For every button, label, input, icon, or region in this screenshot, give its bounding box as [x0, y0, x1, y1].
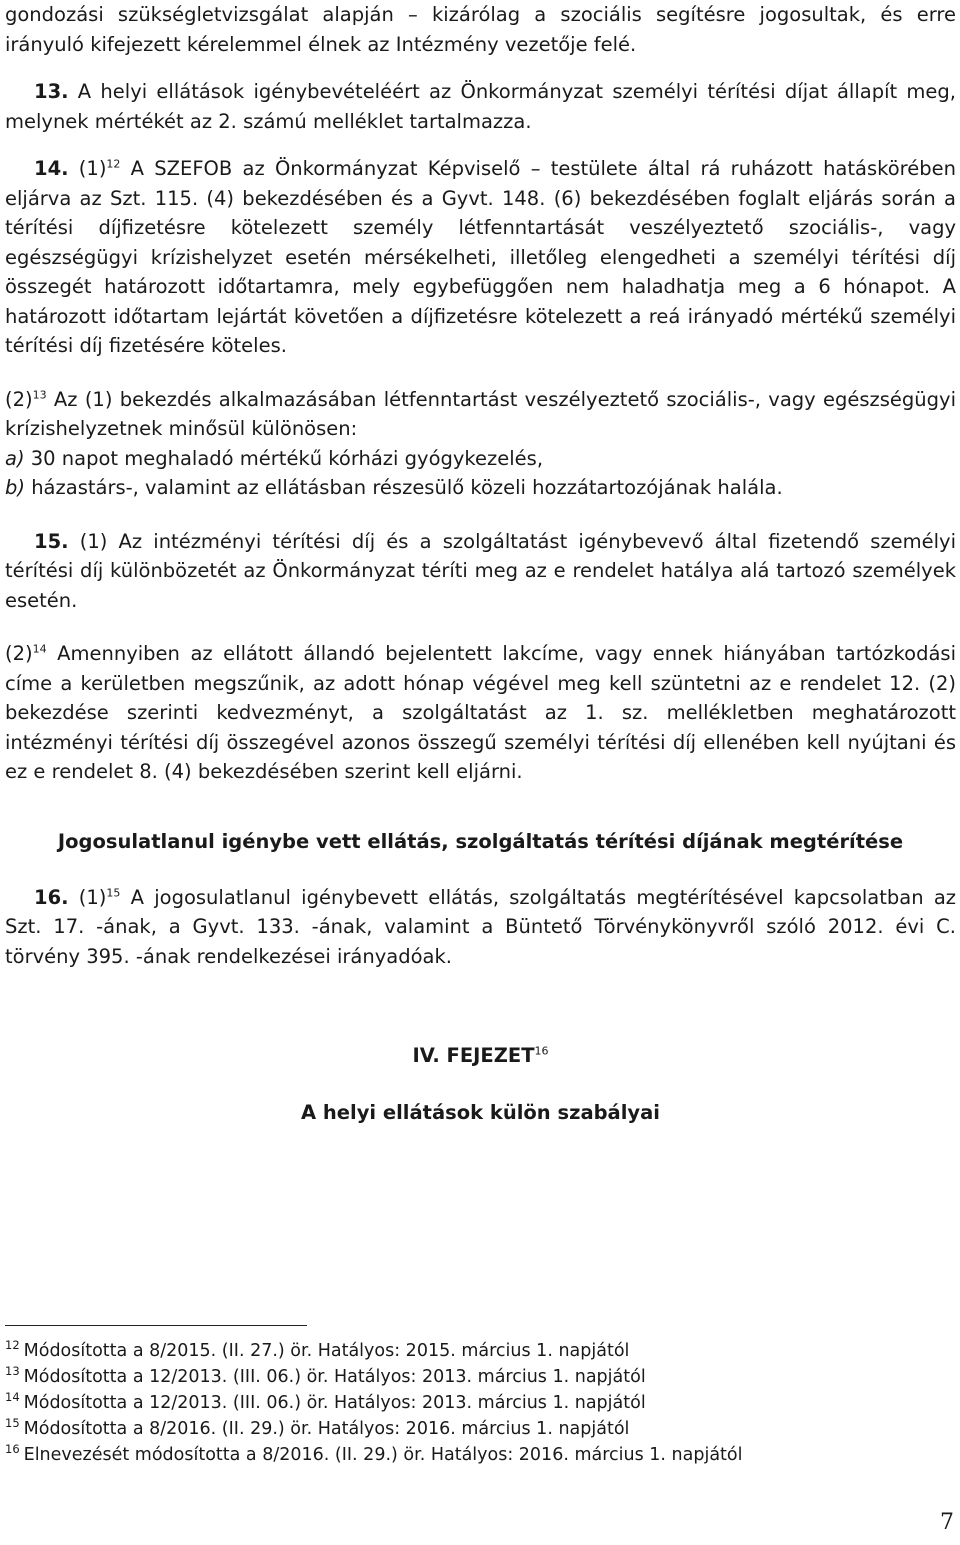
section-15-p2-text-a: Amennyiben az ellátott állandó bejelentett lakcíme, vagy ennek hiányában tartózkodási címe a kerületben megszűnik, az adott hónap végével meg kell szüntetni az e rendelet 12.	[5, 642, 956, 695]
section-15-p2-text-c: (4) bekezdésében szerint kell eljárni.	[164, 760, 523, 783]
footnote-15	[5, 1417, 629, 1441]
section-15-p2-text-b: (2) bekezdése szerinti kedvezményt, a szolgáltatást az 1. sz. mellékletben meghatározott intézményi térítési díj összegével azonos összegű személyi térítési díj ellenében kell nyújtani és ez e rendelet 8.	[5, 671, 956, 783]
list-label-b: b)	[5, 476, 25, 499]
section-15-number: 15.	[34, 529, 69, 553]
section-14-p2-text: Az (1) bekezdés alkalmazásában létfenntartást veszélyeztető szociális-, vagy egészségügyi krízishelyzetnek minősül különösen:	[5, 387, 956, 440]
list-item-b	[5, 473, 956, 503]
footnote-ref-12[interactable]: 12	[106, 157, 121, 171]
section-16-text-d: -ának rendelkezései irányadóak.	[135, 944, 452, 968]
footnote-text: Módosította a 12/2013. (III. 06.) ör. Hatályos: 2013. március 1. napjától	[23, 1393, 646, 1413]
footnote-text: Módosította a 8/2015. (II. 27.) ör. Hatályos: 2015. március 1. napjától	[23, 1341, 630, 1361]
chapter-title-text: IV. FEJEZET	[412, 1044, 535, 1067]
footnote-ref-15[interactable]: 15	[106, 886, 121, 899]
footnote-ref-14[interactable]: 14	[32, 642, 47, 656]
intro-paragraph: gondozási szükségletvizsgálat alapján – kizárólag a szociális segítésre jogosultak, és erre irányuló kifejezett kérelemmel élnek az Intézmény vezetője felé.	[5, 3, 956, 56]
footnote-14	[5, 1391, 646, 1415]
section-heading: Jogosulatlanul igénybe vett ellátás, szolgáltatás térítési díjának megtérítése	[57, 829, 904, 853]
footnote-number: 12	[5, 1338, 20, 1353]
footnote-number: 14	[5, 1390, 20, 1405]
section-14-number: 14.	[34, 157, 69, 180]
footnote-12	[5, 1339, 629, 1363]
subsection-label: (2)	[5, 387, 33, 411]
section-14-paragraph-1	[5, 154, 956, 361]
footnote-number: 15	[5, 1416, 20, 1431]
footnote-number: 16	[5, 1442, 20, 1457]
section-13-number: 13.	[34, 80, 69, 103]
document-page	[5, 0, 956, 1128]
chapter-title	[5, 1041, 956, 1071]
section-15-paragraph-1	[5, 527, 956, 616]
list-text-a: 30 napot meghaladó mértékű kórházi gyógykezelés,	[24, 446, 544, 470]
page-number: 7	[940, 1510, 954, 1535]
section-16	[5, 883, 956, 972]
section-14-text-c: (6) bekezdésében foglalt eljárás során a térítési díjfizetésre kötelezett személy létfenntartását veszélyeztető szociális-, vagy egészségügyi krízishelyzet esetén mérsékelheti, illetőleg elengedheti a személyi térítési díj összegét határozott időtartamra, mely egybefüggően nem haladhatja meg a 6 hónapot. A határozott időtartam lejártát követően a díjfizetésre kötelezett a reá irányadó mértékű személyi térítési díj fizetésére köteles.	[5, 186, 956, 357]
section-16-number: 16.	[34, 885, 69, 909]
footnote-ref-16[interactable]: 16	[534, 1044, 549, 1058]
section-15-text: (1) Az intézményi térítési díj és a szolgáltatást igénybevevő által fizetendő személyi térítési díj különbözetét az Önkormányzat téríti meg az e rendelet hatálya alá tartozó személyek esetén.	[5, 529, 956, 612]
footnote-separator	[5, 1325, 307, 1326]
section-14-paragraph-2	[5, 385, 956, 444]
footnote-ref-13[interactable]: 13	[32, 388, 47, 401]
section-15-paragraph-2	[5, 639, 956, 787]
subsection-label: (1)	[68, 885, 107, 909]
footnote-text: Elnevezését módosította a 8/2016. (II. 29.) ör. Hatályos: 2016. március 1. napjától	[23, 1445, 743, 1465]
list-text-b: házastárs-, valamint az ellátásban részesülő közeli hozzátartozójának halála.	[25, 476, 783, 499]
section-16-text-b: -ának, a Gyvt. 133.	[96, 915, 312, 938]
section-14-text-a: A SZEFOB az Önkormányzat Képviselő – testülete által rá ruházott hatáskörében eljárva az Szt. 115.	[5, 157, 956, 210]
section-16-text-a: A jogosulatlanul igénybevett ellátás, szolgáltatás megtérítésével kapcsolatban az Szt. 17.	[5, 885, 957, 938]
footnote-text: Módosította a 8/2016. (II. 29.) ör. Hatályos: 2016. március 1. napjától	[23, 1419, 630, 1439]
footnote-number: 13	[5, 1364, 20, 1379]
footnote-text: Módosította a 12/2013. (III. 06.) ör. Hatályos: 2013. március 1. napjától	[23, 1367, 646, 1387]
list-item-a	[5, 444, 956, 474]
section-13-text: A helyi ellátások igénybevételéért az Önkormányzat személyi térítési díjat állapít meg, melynek mértékét az 2. számú melléklet tartalmazza.	[5, 80, 956, 133]
footnote-13	[5, 1365, 646, 1389]
section-14-text-b: (4) bekezdésében és a Gyvt. 148.	[206, 186, 554, 210]
footnote-16	[5, 1443, 743, 1467]
section-16-text-c: -ának, valamint a Büntető Törvénykönyvről szóló 2012. évi C. törvény 395.	[5, 915, 956, 968]
subsection-label: (2)	[5, 642, 33, 665]
list-label-a: a)	[5, 446, 25, 470]
subsection-label: (1)	[68, 157, 107, 180]
section-13	[5, 77, 956, 136]
chapter-subtitle: A helyi ellátások külön szabályai	[301, 1101, 660, 1124]
